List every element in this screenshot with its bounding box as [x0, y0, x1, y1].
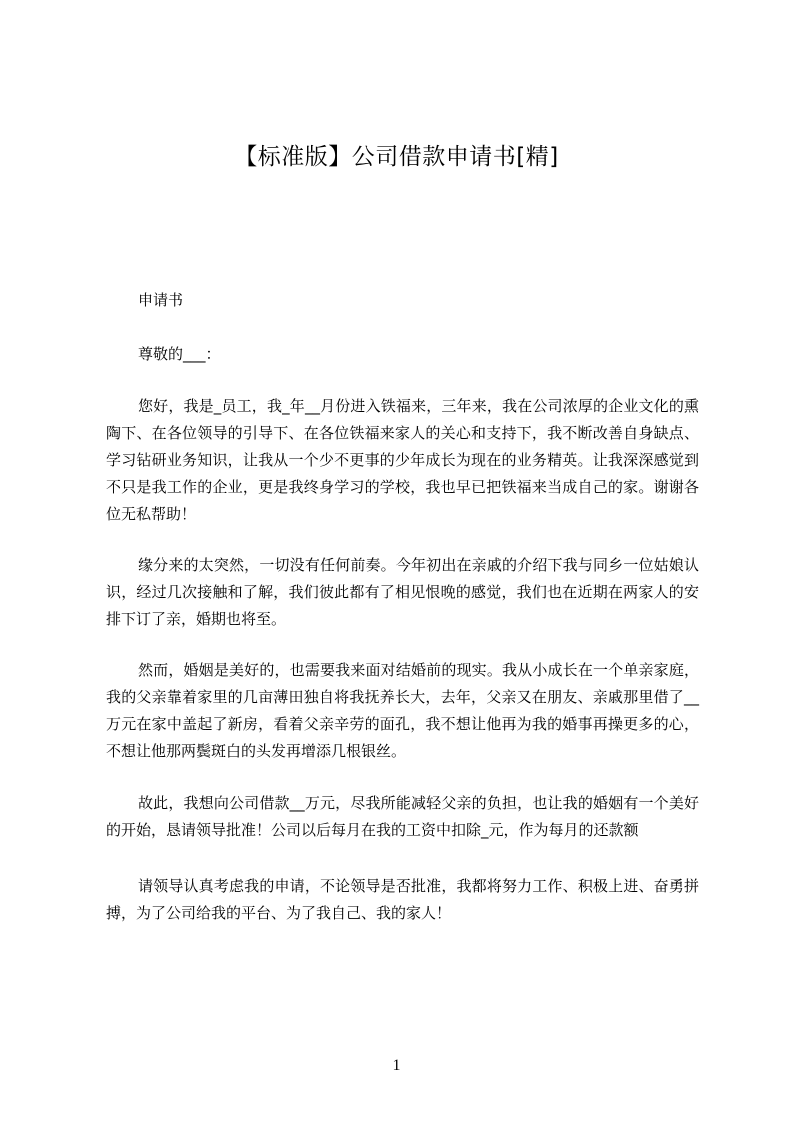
paragraph-background: 缘分来的太突然，一切没有任何前奏。今年初出在亲戚的介绍下我与同乡一位姑娘认识，经过几次接触和了解，我们彼此都有了相见恨晚的感觉，我们也在近期在两家人的安排下订了亲，婚期也将至。 [106, 556, 699, 628]
paragraph-request: 故此，我想向公司借款__万元，尽我所能减轻父亲的负担，也让我的婚姻有一个美好的开始，恳请领导批准！公司以后每月在我的工资中扣除_元，作为每月的还款额 [106, 794, 699, 839]
document-title: 【标准版】公司借款申请书[精] [234, 144, 559, 170]
paragraph-greeting: 您好，我是_员工，我_年__月份进入铁福来，三年来，我在公司浓厚的企业文化的熏陶下、在各位领导的引导下、在各位铁福来家人的关心和支持下，我不断改善自身缺点、学习钻研业务知识，让我从一个少不更事的少年成长为现在的业务精英。让我深深感觉到不只是我工作的企业，更是我终身学习的学校，我也早已把铁福来当成自己的家。谢谢各位无私帮助！ [106, 397, 699, 523]
paragraph-family: 然而，婚姻是美好的，也需要我来面对结婚前的现实。我从小成长在一个单亲家庭，我的父亲靠着家里的几亩薄田独自将我抚养长大，去年，父亲又在朋友、亲戚那里借了__万元在家中盖起了新房，看着父亲辛劳的面孔，我不想让他再为我的婚事再操更多的心，不想让他那两鬓斑白的头发再增添几根银丝。 [106, 661, 699, 760]
page-number: 1 [392, 1057, 401, 1074]
letter-heading: 申请书 [138, 291, 184, 309]
salutation: 尊敬的___： [138, 345, 221, 363]
paragraph-closing: 请领导认真考虑我的申请，不论领导是否批准，我都将努力工作、积极上进、奋勇拼搏，为了公司给我的平台、为了我自己、我的家人！ [106, 877, 699, 922]
